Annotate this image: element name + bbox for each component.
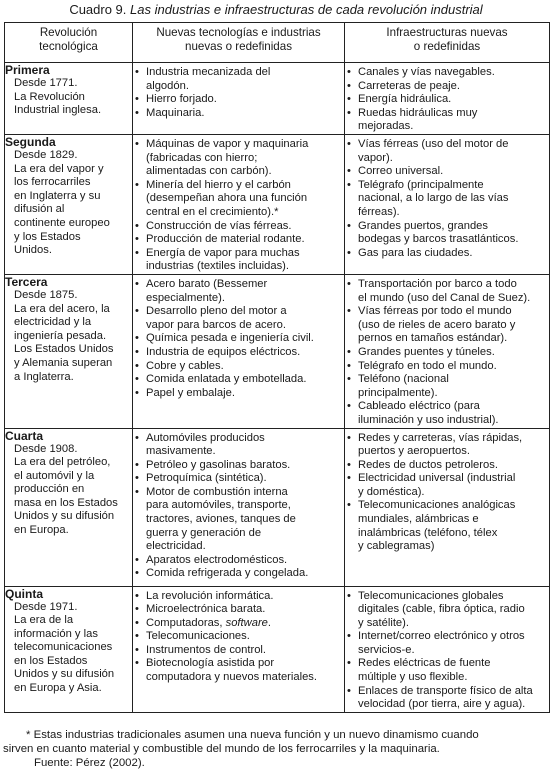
technology-cell — [133, 134, 345, 274]
technology-cell — [133, 428, 345, 586]
infrastructure-item: • Enlaces de transporte físico de alta velocidad (por tierra, aire y agua). — [347, 685, 546, 712]
description-line: a Inglaterra. — [14, 370, 74, 383]
infrastructure-cell — [345, 428, 550, 586]
technology-item: • Química pesada e ingeniería civil. — [135, 332, 341, 346]
technology-item: • Construcción de vías férreas. — [135, 220, 341, 234]
description-line: en los Estados — [14, 654, 88, 667]
infrastructure-list — [345, 587, 549, 712]
caption-number: Cuadro 9. — [69, 2, 127, 17]
technology-item: • Energía de vapor para muchas industrias (textiles incluidas). — [135, 247, 341, 274]
technology-item: • Aparatos electrodomésticos. — [135, 554, 341, 568]
technology-item: • Acero barato (Bessemer especialmente). — [135, 278, 341, 305]
description-line: electricidad y la — [14, 316, 92, 329]
infrastructure-list — [345, 63, 549, 134]
description-line: Desde 1908. — [14, 442, 78, 455]
revolution-description — [5, 289, 132, 384]
description-line: Desde 1771. — [14, 77, 78, 89]
footnote-line-2: sirven en cuanto material y combustible del mundo de los ferrocarriles y la maquinaria. — [3, 743, 440, 755]
description-line: producción en — [14, 483, 85, 496]
technology-item: • Petroquímica (sintética). — [135, 472, 341, 486]
technology-item: • Microelectrónica barata. — [135, 603, 341, 617]
infrastructure-item: • Canales y vías navegables. — [347, 66, 546, 80]
description-line: en Inglaterra y su — [14, 189, 101, 202]
description-line: masa en los Estados — [14, 496, 118, 509]
technology-item: • Minería del hierro y el carbón (desempeñan ahora una función central en el crecimiento).* — [135, 179, 341, 220]
infrastructure-item: • Correo universal. — [347, 165, 546, 179]
technology-item: • Telecomunicaciones. — [135, 630, 341, 644]
infrastructure-item: • Internet/correo electrónico y otros servicios-e. — [347, 630, 546, 657]
technology-cell — [133, 63, 345, 135]
revolution-cell — [5, 63, 133, 135]
description-line: continente europeo — [14, 216, 110, 229]
infrastructure-item: • Ruedas hidráulicas muy mejoradas. — [347, 107, 546, 134]
technology-item: • Biotecnología asistida por computadora y nuevos materiales. — [135, 657, 341, 684]
footnote — [0, 728, 552, 770]
description-line: La era del petróleo, — [14, 456, 111, 469]
table-row — [5, 63, 550, 135]
infrastructure-cell — [345, 586, 550, 712]
technology-cell — [133, 274, 345, 428]
infrastructure-item: • Telégrafo en todo el mundo. — [347, 360, 546, 374]
infrastructure-item: • Telecomunicaciones globales digitales (cable, fibra óptica, radio y satélite). — [347, 590, 546, 631]
revolution-description — [5, 149, 132, 258]
revolution-cell — [5, 586, 133, 712]
table-caption — [0, 2, 552, 18]
infrastructure-cell — [345, 63, 550, 135]
revolution-name: Primera — [5, 63, 50, 77]
footnote-line-1: * Estas industrias tradicionales asumen una nueva función y un nuevo dinamismo cuando — [26, 729, 479, 741]
revolution-name: Segunda — [5, 134, 56, 149]
infrastructure-item: • Electricidad universal (industrial y doméstica). — [347, 472, 546, 499]
revolution-cell — [5, 428, 133, 586]
revolution-name: Cuarta — [5, 428, 44, 443]
description-line: Desde 1875. — [14, 288, 78, 301]
technology-item: • La revolución informática. — [135, 590, 341, 604]
infrastructure-item: • Gas para las ciudades. — [347, 247, 546, 261]
infrastructure-item: • Redes de ductos petroleros. — [347, 459, 546, 473]
header-revolution: Revolución tecnológica — [5, 23, 133, 63]
technology-item: • Comida refrigerada y congelada. — [135, 567, 341, 581]
infrastructure-item: • Vías férreas (uso del motor de vapor). — [347, 138, 546, 165]
infrastructure-item: • Grandes puertos, grandes bodegas y barcos trasatlánticos. — [347, 220, 546, 247]
infrastructure-item: • Transportación por barco a todo el mundo (uso del Canal de Suez). — [347, 278, 546, 305]
infrastructure-item: • Energía hidráulica. — [347, 93, 546, 107]
header-infrastructures: Infraestructuras nuevas o redefinidas — [345, 23, 550, 63]
table-row — [5, 134, 550, 274]
description-line: Desde 1829. — [14, 148, 78, 161]
technology-item: • Industria mecanizada del algodón. — [135, 66, 341, 93]
technology-item: • Petróleo y gasolinas baratos. — [135, 459, 341, 473]
technology-list — [133, 135, 344, 274]
description-line: La era del acero, la — [14, 302, 110, 315]
description-line: y Alemania superan — [14, 356, 113, 369]
infrastructure-list — [345, 275, 549, 428]
technology-item: • Comida enlatada y embotellada. — [135, 373, 341, 387]
header-technologies: Nuevas tecnologías e industrias nuevas o redefinidas — [133, 23, 345, 63]
description-line: los ferrocarriles — [14, 176, 91, 189]
technology-item: • Papel y embalaje. — [135, 387, 341, 401]
header-row — [5, 23, 550, 63]
infrastructure-item: • Redes eléctricas de fuente múltiple y uso flexible. — [347, 657, 546, 684]
description-line: Desde 1971. — [14, 600, 78, 613]
revolutions-table — [4, 22, 550, 713]
description-line: Unidos y su difusión — [14, 668, 115, 681]
description-line: Industrial inglesa. — [14, 104, 102, 117]
footnote-source: Fuente: Pérez (2002). — [34, 757, 145, 769]
description-line: Unidos y su difusión — [14, 510, 115, 523]
description-line: en Europa y Asia. — [14, 682, 102, 695]
technology-cell — [133, 586, 345, 712]
description-line: Unidos. — [14, 244, 52, 257]
description-line: ingeniería pesada. — [14, 329, 107, 342]
table-row — [5, 274, 550, 428]
revolution-cell — [5, 274, 133, 428]
infrastructure-list — [345, 429, 549, 554]
technology-list — [133, 275, 344, 400]
technology-item: • Maquinaria. — [135, 107, 341, 121]
technology-item: • Producción de material rodante. — [135, 233, 341, 247]
infrastructure-item: • Carreteras de peaje. — [347, 80, 546, 94]
revolution-cell — [5, 134, 133, 274]
revolution-description — [5, 77, 132, 118]
description-line: La era de la — [14, 614, 74, 627]
technology-list — [133, 429, 344, 582]
technology-list — [133, 63, 344, 120]
infrastructure-item: • Telecomunicaciones analógicas mundiales, alámbricas e inalámbricas (teléfono, télex y cablegramas) — [347, 499, 546, 553]
infrastructure-item: • Cableado eléctrico (para iluminación y uso industrial). — [347, 400, 546, 427]
infrastructure-item: • Grandes puentes y túneles. — [347, 346, 546, 360]
description-line: difusión al — [14, 203, 65, 216]
infrastructure-item: • Redes y carreteras, vías rápidas, puertos y aeropuertos. — [347, 432, 546, 459]
infrastructure-cell — [345, 274, 550, 428]
technology-item: • Instrumentos de control. — [135, 644, 341, 658]
technology-item: • Industria de equipos eléctricos. — [135, 346, 341, 360]
technology-item: • Máquinas de vapor y maquinaria (fabricadas con hierro; alimentadas con carbón). — [135, 138, 341, 179]
description-line: La Revolución — [14, 90, 85, 103]
description-line: en Europa. — [14, 524, 69, 537]
technology-list — [133, 587, 344, 685]
infrastructure-item: • Telégrafo (principalmente nacional, a lo largo de las vías férreas). — [347, 179, 546, 220]
technology-item: • Motor de combustión interna para automóviles, transporte, tractores, aviones, tanques de guerra y generación de electricidad. — [135, 486, 341, 554]
technology-item: • Automóviles producidos masivamente. — [135, 432, 341, 459]
revolution-name: Tercera — [5, 274, 48, 289]
technology-item: • Hierro forjado. — [135, 93, 341, 107]
revolution-description — [5, 443, 132, 538]
table-row — [5, 428, 550, 586]
infrastructure-item: • Vías férreas por todo el mundo (uso de rieles de acero barato y pernos en tamaños estándar). — [347, 305, 546, 346]
description-line: información y las — [14, 627, 98, 640]
infrastructure-item: • Teléfono (nacional principalmente). — [347, 373, 546, 400]
infrastructure-cell — [345, 134, 550, 274]
description-line: y los Estados — [14, 230, 81, 243]
description-line: La era del vapor y — [14, 162, 104, 175]
technology-item: • Computadoras, software. — [135, 617, 341, 631]
description-line: telecomunicaciones — [14, 641, 113, 654]
technology-item: • Desarrollo pleno del motor a vapor para barcos de acero. — [135, 305, 341, 332]
table-row — [5, 586, 550, 712]
description-line: el automóvil y la — [14, 469, 95, 482]
revolution-name: Quinta — [5, 586, 43, 601]
description-line: Los Estados Unidos — [14, 343, 114, 356]
caption-title: Las industrias e infraestructuras de cada revolución industrial — [130, 2, 483, 17]
revolution-description — [5, 601, 132, 696]
technology-item: • Cobre y cables. — [135, 360, 341, 374]
infrastructure-list — [345, 135, 549, 260]
